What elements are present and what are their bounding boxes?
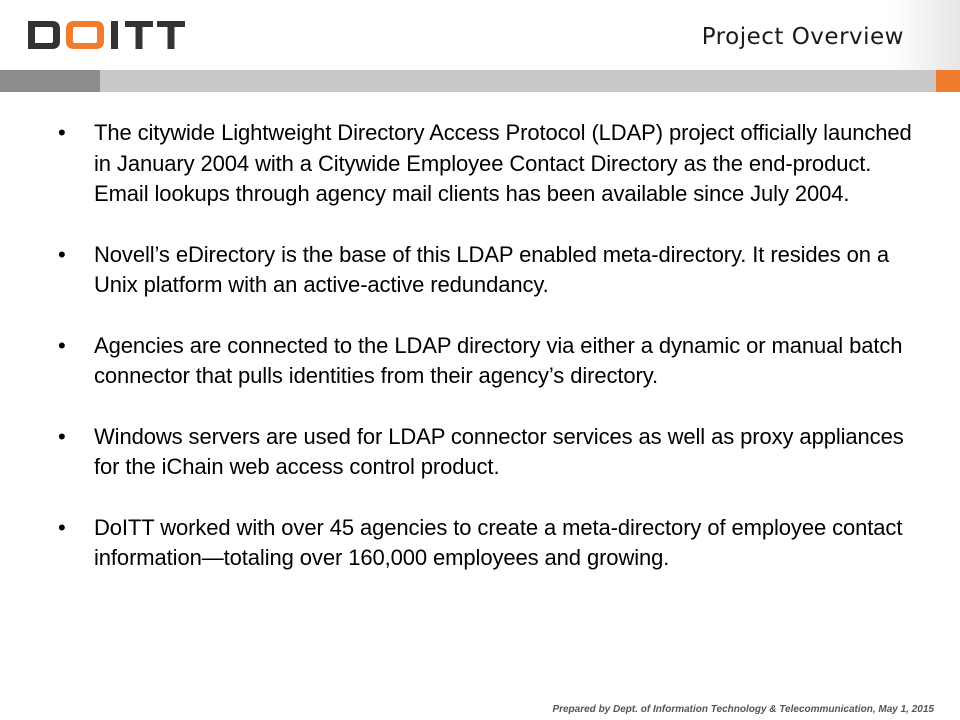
bullet-icon: • xyxy=(58,514,66,540)
header-bar xyxy=(0,70,960,92)
bullet-text: Novell’s eDirectory is the base of this LDAP enabled meta-directory. It resides on a Unix platform with an active-active redundancy. xyxy=(94,241,889,297)
bullet-icon: • xyxy=(58,241,66,267)
bullet-item xyxy=(56,513,916,574)
bullet-item xyxy=(56,331,916,392)
bullet-icon: • xyxy=(58,120,66,145)
bullet-item xyxy=(56,422,916,483)
bullet-icon: • xyxy=(58,423,66,449)
header-bar-dark-segment xyxy=(0,70,100,92)
bullet-text: The citywide Lightweight Directory Access Protocol (LDAP) project officially launched in January 2004 with a Citywide Employee Contact Directory as the end-product. Email lookups through agency mail clients has been available since July 2004. xyxy=(94,120,912,206)
bullet-text: DoITT worked with over 45 agencies to create a meta-directory of employee contact information—totaling over 160,000 employees and growing. xyxy=(94,514,903,570)
bullet-item xyxy=(56,240,916,301)
doitt-logo xyxy=(26,18,186,52)
bullet-text: Agencies are connected to the LDAP directory via either a dynamic or manual batch connector that pulls identities from their agency’s directory. xyxy=(94,332,903,388)
header-bar-light-segment xyxy=(100,70,936,92)
header-bar-accent-segment xyxy=(936,70,960,92)
bullet-list xyxy=(56,118,916,574)
footer-text: Prepared by Dept. of Information Technology & Telecommunication, May 1, 2015 xyxy=(552,704,934,715)
bullet-item xyxy=(56,118,916,210)
bullet-text: Windows servers are used for LDAP connector services as well as proxy appliances for the iChain web access control product. xyxy=(94,423,904,479)
bullet-icon: • xyxy=(58,332,66,358)
slide-title: Project Overview xyxy=(701,24,904,50)
